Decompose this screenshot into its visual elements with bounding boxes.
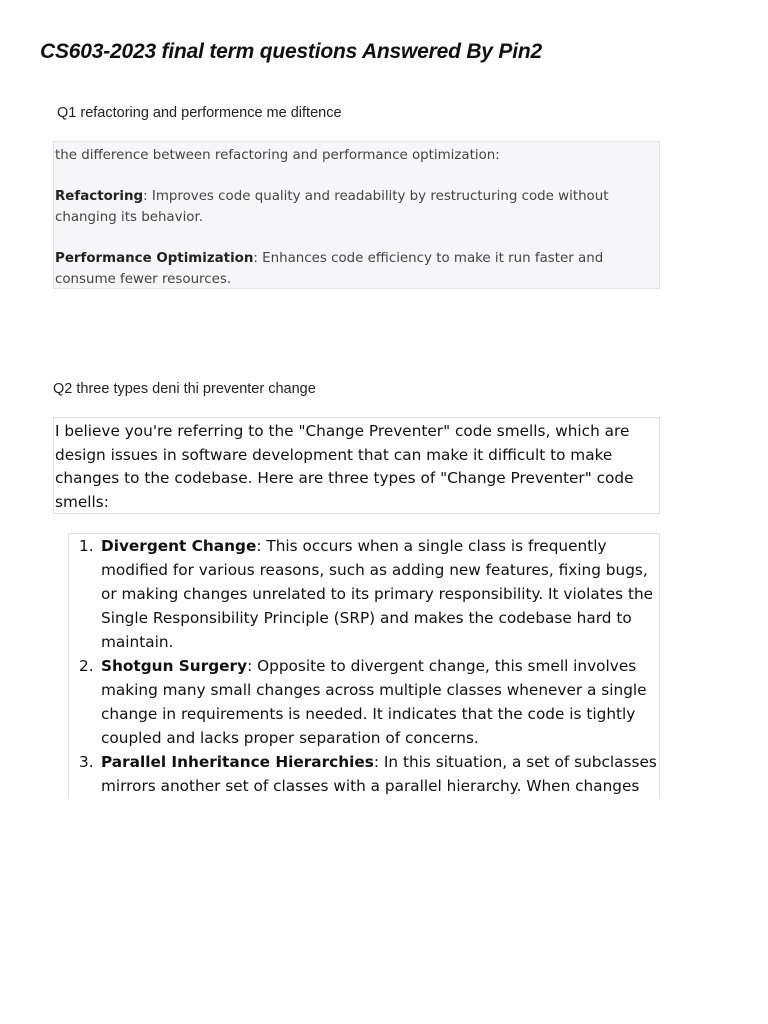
list-item bbox=[69, 654, 659, 750]
answer-1-term: Performance Optimization bbox=[55, 250, 254, 266]
list-text: : In this situation, a set of subclasses mirrors another set of classes with a parallel hierarchy. When changes bbox=[101, 753, 657, 795]
answer-1-intro: the difference between refactoring and performance optimization: bbox=[55, 148, 500, 163]
list-number: 1. bbox=[79, 537, 94, 555]
list-number: 2. bbox=[79, 657, 94, 675]
list-term: Shotgun Surgery bbox=[101, 657, 248, 675]
code-smell-list bbox=[69, 534, 659, 798]
question-2: Q2 three types deni thi preventer change bbox=[53, 381, 316, 397]
list-text: : Opposite to divergent change, this smell involves making many small changes across multiple classes whenever a single change in requirements is needed. It indicates that the code is tightly coupled and lacks proper separation of concerns. bbox=[101, 657, 647, 747]
answer-1-text: : Enhances code efficiency to make it run faster and consume fewer resources. bbox=[55, 250, 604, 287]
answer-1-item bbox=[55, 248, 659, 291]
answer-1-text: : Improves code quality and readability by restructuring code without changing its behavior. bbox=[55, 188, 609, 225]
list-text: : This occurs when a single class is frequently modified for various reasons, such as adding new features, fixing bugs, or making changes unrelated to its primary responsibility. It violates the Single Responsibility Principle (SRP) and makes the codebase hard to maintain. bbox=[101, 537, 654, 651]
answer-1-item bbox=[55, 186, 659, 229]
question-1: Q1 refactoring and performence me diftence bbox=[57, 105, 342, 121]
answer-1-box bbox=[53, 141, 660, 289]
answer-2-list-box bbox=[68, 533, 660, 799]
answer-2-intro: I believe you're referring to the "Change Preventer" code smells, which are design issues in software development that can make it difficult to make changes to the codebase. Here are three types of "Change Preventer" code smells: bbox=[55, 422, 634, 511]
list-number: 3. bbox=[79, 753, 94, 771]
list-item bbox=[69, 534, 659, 654]
list-term: Divergent Change bbox=[101, 537, 257, 555]
page-title: CS603-2023 final term questions Answered By Pin2 bbox=[40, 40, 542, 63]
list-item bbox=[69, 750, 659, 798]
answer-2-intro-box bbox=[53, 417, 660, 514]
list-term: Parallel Inheritance Hierarchies bbox=[101, 753, 374, 771]
answer-1-term: Refactoring bbox=[55, 188, 144, 204]
